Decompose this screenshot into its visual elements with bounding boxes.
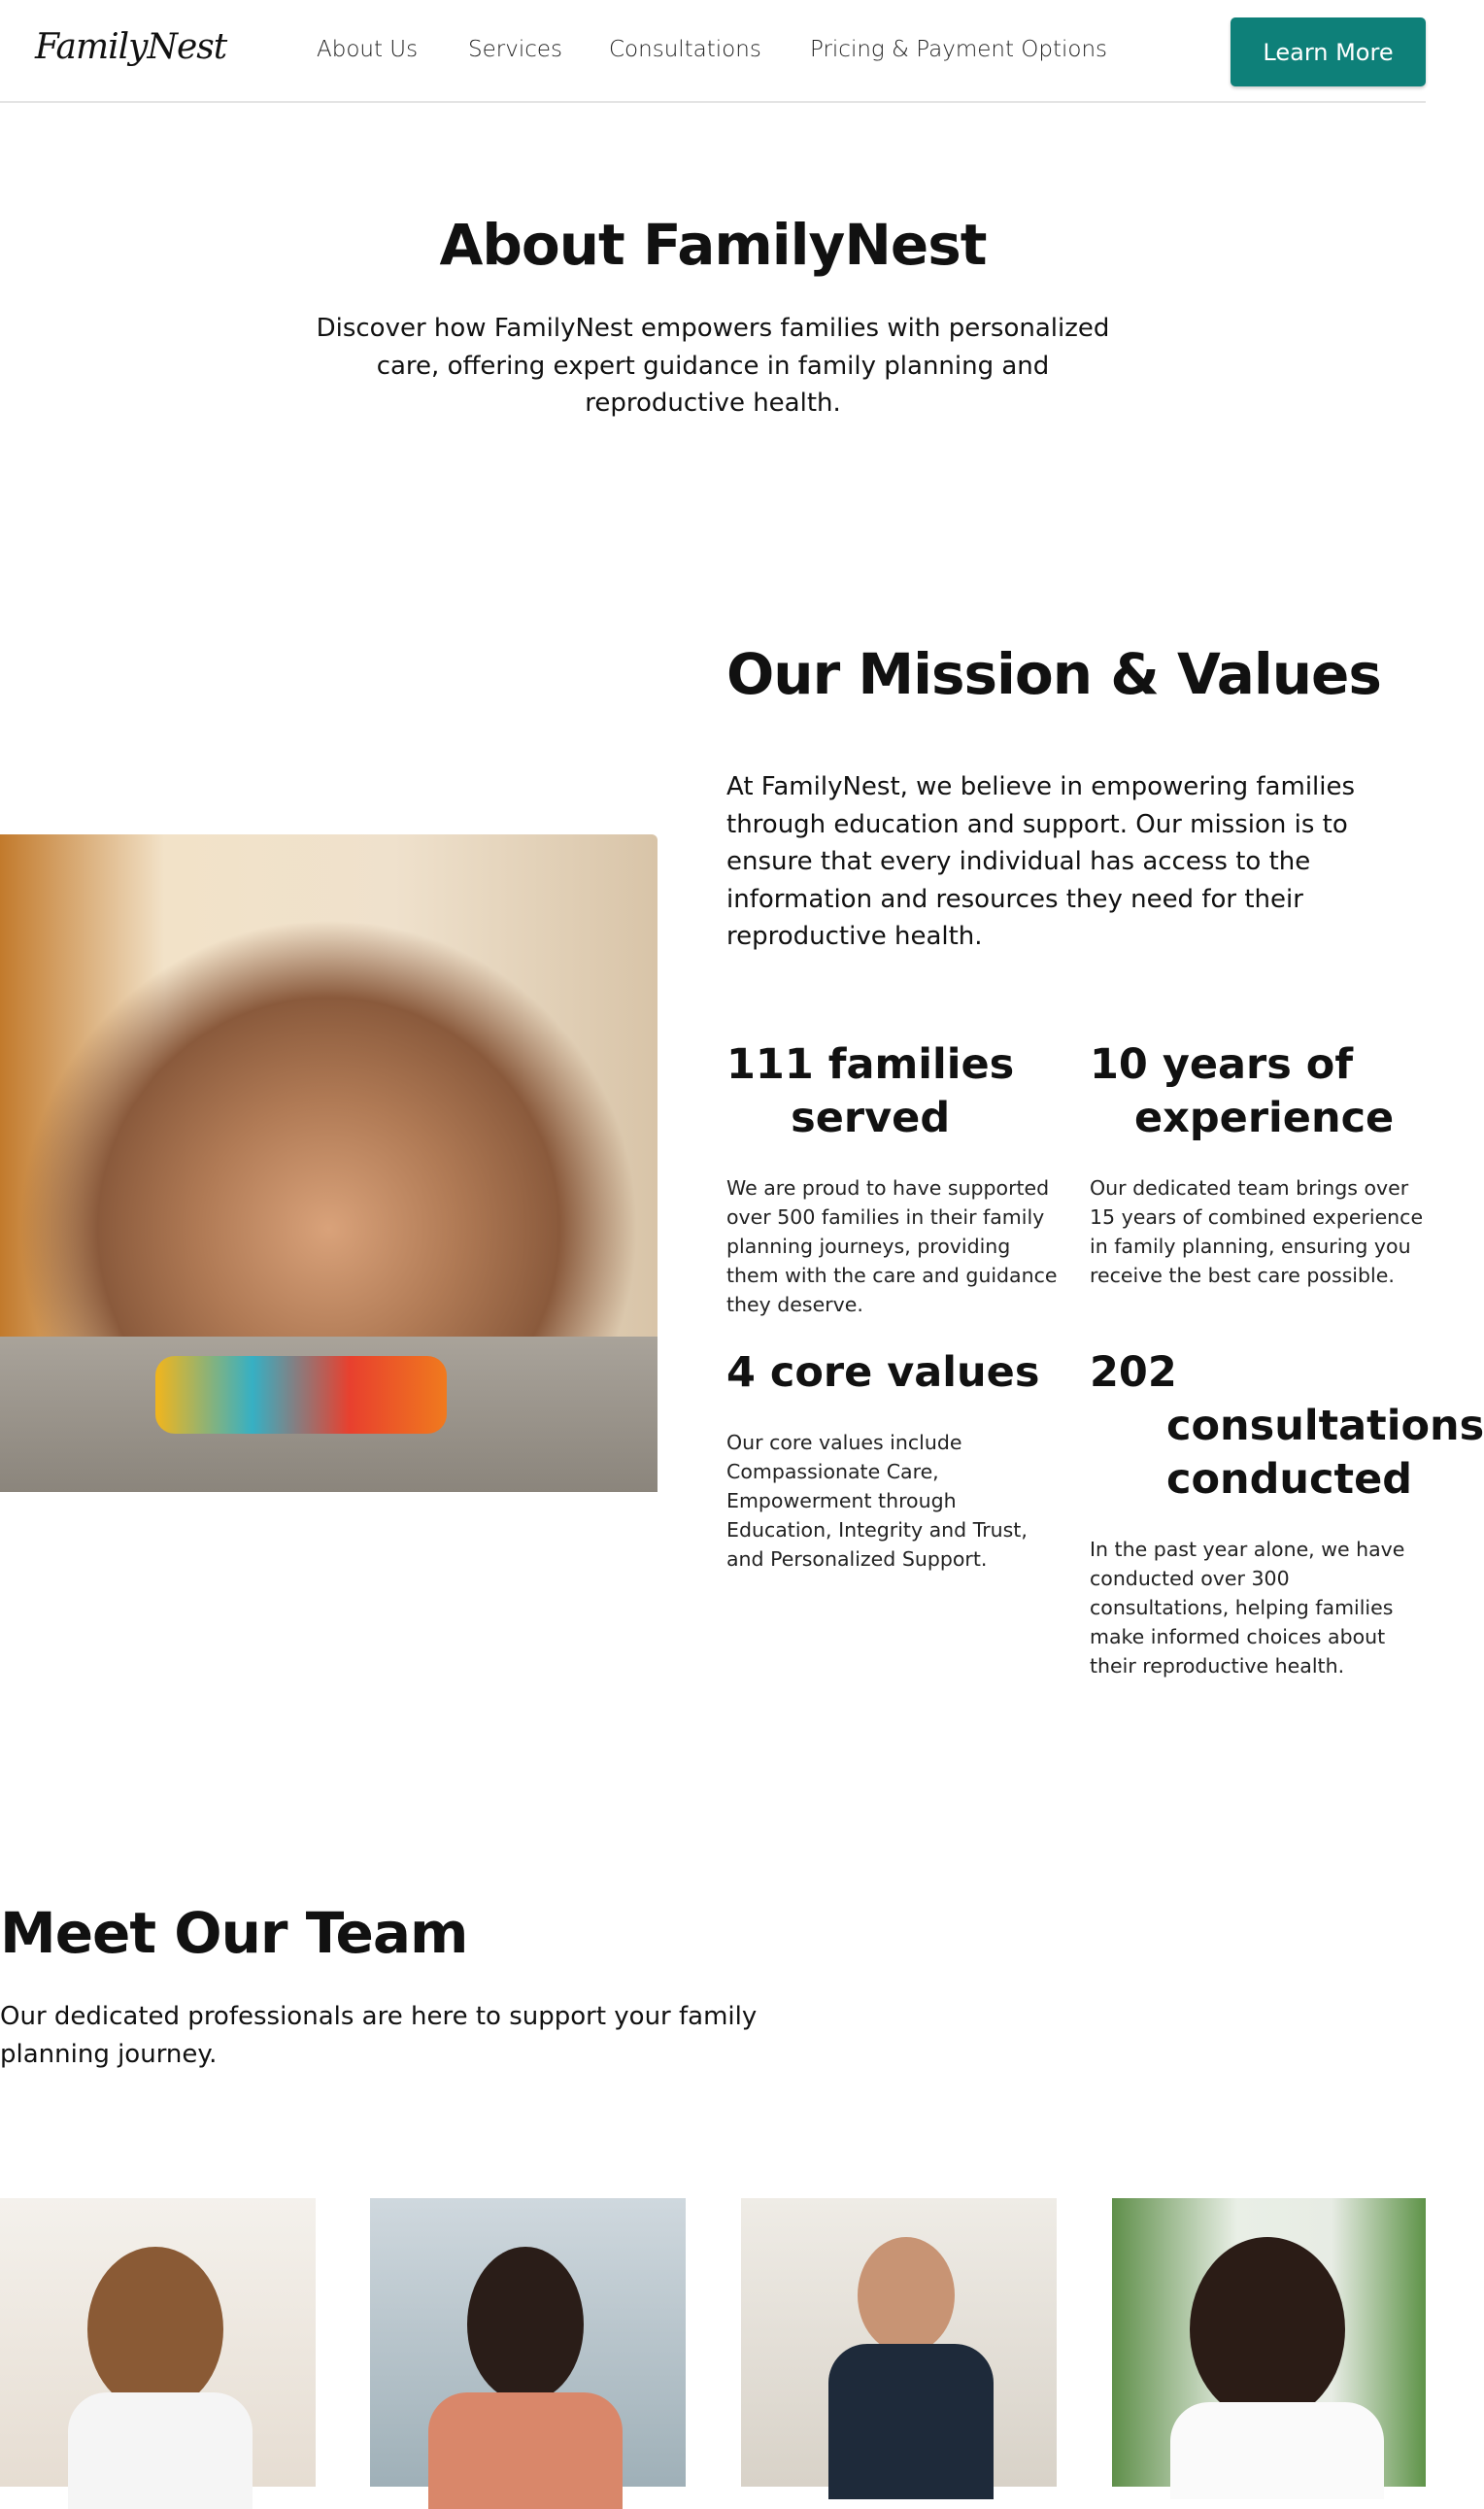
stat-text-values: Our core values include Compassionate Care, Empowerment through Education, Integrity and Trust, and Personalized Support. [726,1431,1028,1571]
stat-heading-families: 111 families served [726,1040,1015,1142]
nav-pricing[interactable]: Pricing & Payment Options [810,37,1108,62]
team-photo-2 [370,2198,686,2487]
stat-text-consultations: In the past year alone, we have conducted over 300 consultations, helping families make informed choices about their reproductive health. [1090,1538,1405,1678]
team-subtitle: Our dedicated professionals are here to support your family planning journey. [0,2002,758,2069]
mission-text: At FamilyNest, we believe in empowering families through education and support. Our mission is to ensure that every individual has access to the information and resources they need for their reproductive health. [726,772,1356,951]
team-photo-1 [0,2198,316,2487]
stat-heading-years: 10 years of experience [1090,1040,1395,1142]
nav-services[interactable]: Services [468,37,562,62]
about-subtitle: Discover how FamilyNest empowers families with personalized care, offering expert guidance in family planning and reproductive health. [316,314,1110,418]
logo[interactable]: FamilyNest [35,27,227,67]
team-title: Meet Our Team [0,1900,468,1966]
nav-consultations[interactable]: Consultations [609,37,761,62]
stat-heading-values: 4 core values [726,1348,1040,1397]
learn-more-button[interactable]: Learn More [1231,17,1426,86]
stat-text-families: We are proud to have supported over 500 families in their family planning journeys, providing them with the care and guidance they deserve. [726,1176,1058,1316]
mission-title: Our Mission & Values [726,641,1381,707]
site-header [0,0,1426,103]
family-photo [0,834,658,1492]
nav-about-us[interactable]: About Us [317,37,419,62]
team-photo-4 [1112,2198,1426,2487]
stat-heading-consultations: 202 consultations conducted [1090,1348,1484,1504]
stat-text-years: Our dedicated team brings over 15 years of combined experience in family planning, ensuring you receive the best care possible. [1090,1176,1424,1287]
about-title: About FamilyNest [439,212,987,278]
team-photo-3 [741,2198,1057,2487]
